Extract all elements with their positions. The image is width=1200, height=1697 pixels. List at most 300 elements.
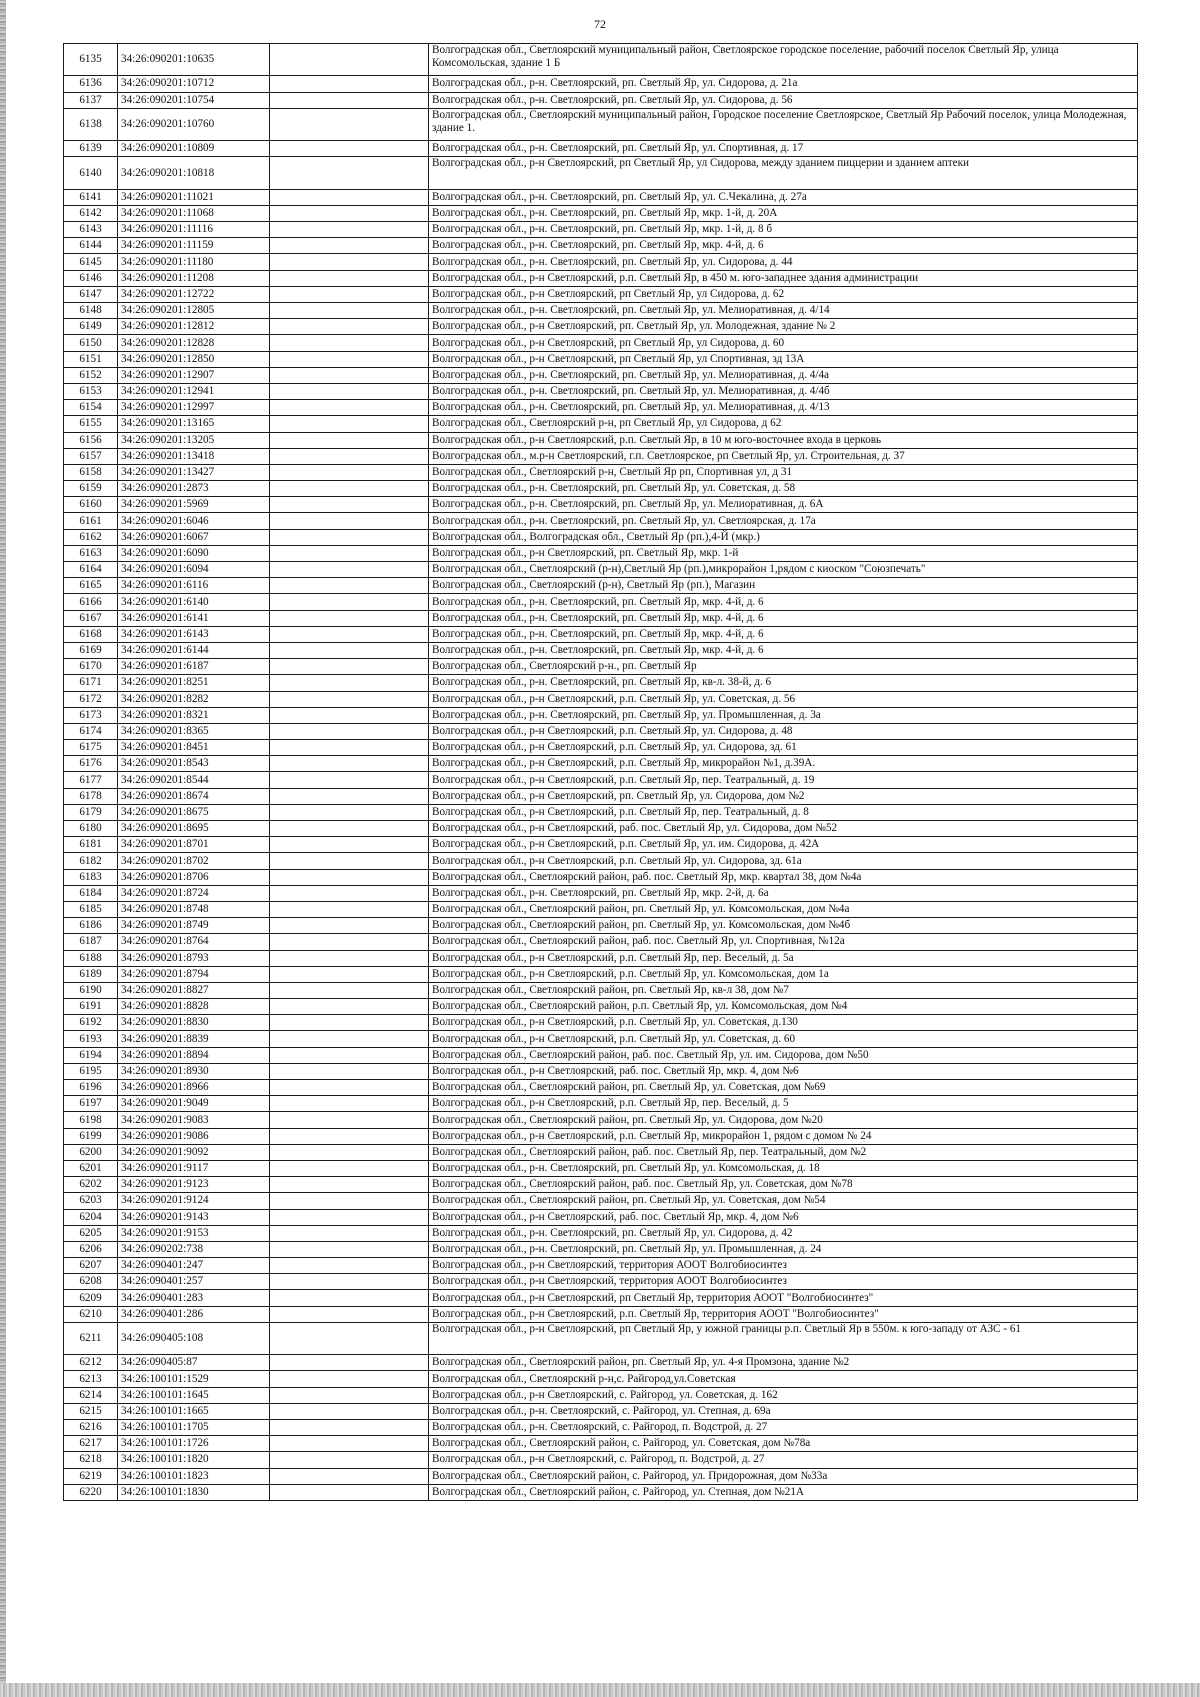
row-number-cell: 6163 — [64, 545, 118, 561]
empty-cell — [270, 578, 429, 594]
table-row — [64, 756, 1138, 772]
cadastral-number-cell: 34:26:090201:9153 — [118, 1225, 270, 1241]
row-number-cell: 6194 — [64, 1047, 118, 1063]
cadastral-number-cell: 34:26:090201:11021 — [118, 189, 270, 205]
address-cell: Волгоградская обл., р-н Светлоярский, р.п. Светлый Яр, в 10 м юго-восточнее входа в церковь — [429, 432, 1138, 448]
cadastral-number-cell: 34:26:090201:8675 — [118, 804, 270, 820]
table-row — [64, 788, 1138, 804]
row-number-cell: 6157 — [64, 448, 118, 464]
table-row — [64, 497, 1138, 513]
row-number-cell: 6180 — [64, 821, 118, 837]
row-number-cell: 6160 — [64, 497, 118, 513]
empty-cell — [270, 999, 429, 1015]
table-row — [64, 1290, 1138, 1306]
table-row — [64, 578, 1138, 594]
row-number-cell: 6161 — [64, 513, 118, 529]
empty-cell — [270, 982, 429, 998]
address-cell: Волгоградская обл., р-н. Светлоярский, рп. Светлый Яр, ул. Светлоярская, д. 17а — [429, 513, 1138, 529]
address-cell: Волгоградская обл., р-н. Светлоярский, рп. Светлый Яр, ул. Сидорова, д. 21а — [429, 76, 1138, 92]
empty-cell — [270, 1468, 429, 1484]
address-cell: Волгоградская обл., Светлоярский район, рп. Светлый Яр, ул. Сидорова, дом №20 — [429, 1112, 1138, 1128]
row-number-cell: 6156 — [64, 432, 118, 448]
empty-cell — [270, 869, 429, 885]
table-row — [64, 1484, 1138, 1500]
cadastral-number-cell: 34:26:090201:11116 — [118, 222, 270, 238]
address-cell: Волгоградская обл., р-н. Светлоярский, рп. Светлый Яр, ул. Мелиоративная, д. 6А — [429, 497, 1138, 513]
table-row — [64, 562, 1138, 578]
address-cell: Волгоградская обл., р-н. Светлоярский, рп. Светлый Яр, ул. Сидорова, д. 44 — [429, 254, 1138, 270]
page-number: 72 — [594, 17, 606, 31]
cadastral-number-cell: 34:26:090201:8894 — [118, 1047, 270, 1063]
row-number-cell: 6142 — [64, 205, 118, 221]
row-number-cell: 6205 — [64, 1225, 118, 1241]
table-row — [64, 205, 1138, 221]
table-row — [64, 1015, 1138, 1031]
address-cell: Волгоградская обл., р-н. Светлоярский, рп. Светлый Яр, мкр. 4-й, д. 6 — [429, 610, 1138, 626]
table-row — [64, 837, 1138, 853]
cadastral-number-cell: 34:26:090201:6067 — [118, 529, 270, 545]
cadastral-number-cell: 34:26:090201:6143 — [118, 626, 270, 642]
address-cell: Волгоградская обл., р-н Светлоярский, р.п. Светлый Яр, ул. им. Сидорова, д. 42А — [429, 837, 1138, 853]
table-row — [64, 416, 1138, 432]
table-row — [64, 108, 1138, 140]
row-number-cell: 6181 — [64, 837, 118, 853]
table-row — [64, 1112, 1138, 1128]
table-row — [64, 383, 1138, 399]
table-row — [64, 1047, 1138, 1063]
empty-cell — [270, 335, 429, 351]
empty-cell — [270, 610, 429, 626]
row-number-cell: 6199 — [64, 1128, 118, 1144]
row-number-cell: 6210 — [64, 1306, 118, 1322]
row-number-cell: 6209 — [64, 1290, 118, 1306]
row-number-cell: 6204 — [64, 1209, 118, 1225]
row-number-cell: 6207 — [64, 1258, 118, 1274]
address-cell: Волгоградская обл., р-н Светлоярский, с. Райгород, ул. Советская, д. 162 — [429, 1387, 1138, 1403]
table-row — [64, 691, 1138, 707]
address-cell: Волгоградская обл., р-н Светлоярский, р.п. Светлый Яр, микрорайон 1, рядом с домом № 24 — [429, 1128, 1138, 1144]
table-row — [64, 367, 1138, 383]
cadastral-number-cell: 34:26:090201:11159 — [118, 238, 270, 254]
cadastral-number-cell: 34:26:090201:6116 — [118, 578, 270, 594]
empty-cell — [270, 1177, 429, 1193]
row-number-cell: 6168 — [64, 626, 118, 642]
address-cell: Волгоградская обл., р-н Светлоярский, р.п. Светлый Яр, ул. Сидорова, зд. 61а — [429, 853, 1138, 869]
table-row — [64, 1193, 1138, 1209]
cadastral-number-cell: 34:26:090201:11180 — [118, 254, 270, 270]
address-cell: Волгоградская обл., Светлоярский район, рп. Светлый Яр, ул. Комсомольская, дом №4б — [429, 918, 1138, 934]
cadastral-number-cell: 34:26:090201:9124 — [118, 1193, 270, 1209]
address-cell: Волгоградская обл., р-н Светлоярский, р.п. Светлый Яр, ул. Сидорова, д. 48 — [429, 723, 1138, 739]
address-cell: Волгоградская обл., р-н. Светлоярский, рп. Светлый Яр, ул. Мелиоративная, д. 4/4а — [429, 367, 1138, 383]
address-cell: Волгоградская обл., р-н Светлоярский, территория АООТ Волгобиосинтез — [429, 1258, 1138, 1274]
empty-cell — [270, 254, 429, 270]
cadastral-number-cell: 34:26:100101:1705 — [118, 1420, 270, 1436]
address-cell: Волгоградская обл., Светлоярский район, с. Райгород, ул. Советская, дом №78а — [429, 1436, 1138, 1452]
row-number-cell: 6159 — [64, 481, 118, 497]
row-number-cell: 6215 — [64, 1403, 118, 1419]
row-number-cell: 6150 — [64, 335, 118, 351]
row-number-cell: 6167 — [64, 610, 118, 626]
row-number-cell: 6186 — [64, 918, 118, 934]
address-cell: Волгоградская обл., р-н Светлоярский, р.п. Светлый Яр, в 450 м. юго-западнее здания администрации — [429, 270, 1138, 286]
table-row — [64, 1387, 1138, 1403]
empty-cell — [270, 804, 429, 820]
address-cell: Волгоградская обл., р-н Светлоярский, р.п. Светлый Яр, ул. Советская, д.130 — [429, 1015, 1138, 1031]
table-row — [64, 740, 1138, 756]
row-number-cell: 6136 — [64, 76, 118, 92]
row-number-cell: 6211 — [64, 1322, 118, 1354]
row-number-cell: 6149 — [64, 319, 118, 335]
empty-cell — [270, 853, 429, 869]
row-number-cell: 6206 — [64, 1241, 118, 1257]
cadastral-number-cell: 34:26:090201:8764 — [118, 934, 270, 950]
table-row — [64, 270, 1138, 286]
empty-cell — [270, 723, 429, 739]
cadastral-number-cell: 34:26:090201:8674 — [118, 788, 270, 804]
row-number-cell: 6179 — [64, 804, 118, 820]
address-cell: Волгоградская обл., р-н Светлоярский, рп Светлый Яр, ул Сидорова, между зданием пиццерии и зданием аптеки — [429, 157, 1138, 189]
cadastral-number-cell: 34:26:090201:10760 — [118, 108, 270, 140]
empty-cell — [270, 934, 429, 950]
cadastral-number-cell: 34:26:090201:6094 — [118, 562, 270, 578]
table-row — [64, 432, 1138, 448]
table-row — [64, 400, 1138, 416]
cadastral-number-cell: 34:26:090201:8748 — [118, 901, 270, 917]
address-cell: Волгоградская обл., р-н Светлоярский, рп. Светлый Яр, ул. Сидорова, дом №2 — [429, 788, 1138, 804]
table-row — [64, 157, 1138, 189]
row-number-cell: 6217 — [64, 1436, 118, 1452]
address-cell: Волгоградская обл., Светлоярский район, с. Райгород, ул. Степная, дом №21А — [429, 1484, 1138, 1500]
row-number-cell: 6146 — [64, 270, 118, 286]
cadastral-number-cell: 34:26:090201:8251 — [118, 675, 270, 691]
address-cell: Волгоградская обл., р-н. Светлоярский, рп. Светлый Яр, ул. Мелиоративная, д. 4/13 — [429, 400, 1138, 416]
row-number-cell: 6197 — [64, 1096, 118, 1112]
empty-cell — [270, 626, 429, 642]
table-row — [64, 999, 1138, 1015]
address-cell: Волгоградская обл., Светлоярский район, раб. пос. Светлый Яр, мкр. квартал 38, дом №4а — [429, 869, 1138, 885]
empty-cell — [270, 901, 429, 917]
empty-cell — [270, 691, 429, 707]
table-row — [64, 966, 1138, 982]
cadastral-number-cell: 34:26:090201:8365 — [118, 723, 270, 739]
address-cell: Волгоградская обл., р-н Светлоярский, р.п. Светлый Яр, пер. Театральный, д. 19 — [429, 772, 1138, 788]
address-cell: Волгоградская обл., Светлоярский муниципальный район, Городское поселение Светлоярское, Светлый Яр Рабочий поселок, улица Молодежная, здание 1. — [429, 108, 1138, 140]
address-cell: Волгоградская обл., Светлоярский р-н, Светлый Яр рп, Спортивная ул, д 31 — [429, 464, 1138, 480]
table-row — [64, 1209, 1138, 1225]
cadastral-number-cell: 34:26:090405:87 — [118, 1355, 270, 1371]
row-number-cell: 6173 — [64, 707, 118, 723]
address-cell: Волгоградская обл., м.р-н Светлоярский, г.п. Светлоярское, рп Светлый Яр, ул. Строительная, д. 37 — [429, 448, 1138, 464]
row-number-cell: 6141 — [64, 189, 118, 205]
table-row — [64, 335, 1138, 351]
row-number-cell: 6152 — [64, 367, 118, 383]
empty-cell — [270, 950, 429, 966]
address-cell: Волгоградская обл., р-н. Светлоярский, рп. Светлый Яр, ул. Мелиоративная, д. 4/4б — [429, 383, 1138, 399]
row-number-cell: 6191 — [64, 999, 118, 1015]
row-number-cell: 6198 — [64, 1112, 118, 1128]
address-cell: Волгоградская обл., Светлоярский район, с. Райгород, ул. Придорожная, дом №33а — [429, 1468, 1138, 1484]
empty-cell — [270, 821, 429, 837]
cadastral-number-cell: 34:26:090201:13165 — [118, 416, 270, 432]
table-row — [64, 626, 1138, 642]
row-number-cell: 6200 — [64, 1144, 118, 1160]
cadastral-number-cell: 34:26:090201:11208 — [118, 270, 270, 286]
cadastral-number-cell: 34:26:090201:8695 — [118, 821, 270, 837]
cadastral-number-cell: 34:26:100101:1529 — [118, 1371, 270, 1387]
empty-cell — [270, 642, 429, 658]
row-number-cell: 6135 — [64, 44, 118, 76]
cadastral-number-cell: 34:26:090201:5969 — [118, 497, 270, 513]
empty-cell — [270, 707, 429, 723]
cadastral-number-cell: 34:26:090201:12828 — [118, 335, 270, 351]
row-number-cell: 6187 — [64, 934, 118, 950]
row-number-cell: 6189 — [64, 966, 118, 982]
table-row — [64, 804, 1138, 820]
row-number-cell: 6144 — [64, 238, 118, 254]
row-number-cell: 6138 — [64, 108, 118, 140]
address-cell: Волгоградская обл., р-н Светлоярский, р.п. Светлый Яр, пер. Веселый, д. 5а — [429, 950, 1138, 966]
cadastral-number-cell: 34:26:090201:12812 — [118, 319, 270, 335]
row-number-cell: 6182 — [64, 853, 118, 869]
table-row — [64, 1322, 1138, 1354]
table-row — [64, 723, 1138, 739]
row-number-cell: 6175 — [64, 740, 118, 756]
empty-cell — [270, 756, 429, 772]
address-cell: Волгоградская обл., Светлоярский район, рп. Светлый Яр, ул. Комсомольская, дом №4а — [429, 901, 1138, 917]
cadastral-number-cell: 34:26:090201:8828 — [118, 999, 270, 1015]
row-number-cell: 6151 — [64, 351, 118, 367]
empty-cell — [270, 1355, 429, 1371]
table-row — [64, 772, 1138, 788]
table-row — [64, 286, 1138, 302]
cadastral-number-cell: 34:26:090201:11068 — [118, 205, 270, 221]
table-row — [64, 1241, 1138, 1257]
row-number-cell: 6183 — [64, 869, 118, 885]
table-row — [64, 1177, 1138, 1193]
table-row — [64, 1371, 1138, 1387]
row-number-cell: 6195 — [64, 1063, 118, 1079]
empty-cell — [270, 545, 429, 561]
cadastral-number-cell: 34:26:090201:8830 — [118, 1015, 270, 1031]
row-number-cell: 6177 — [64, 772, 118, 788]
empty-cell — [270, 141, 429, 157]
row-number-cell: 6208 — [64, 1274, 118, 1290]
table-row — [64, 707, 1138, 723]
cadastral-number-cell: 34:26:090201:8282 — [118, 691, 270, 707]
table-row — [64, 1160, 1138, 1176]
cadastral-number-cell: 34:26:090201:8930 — [118, 1063, 270, 1079]
table-row — [64, 642, 1138, 658]
cadastral-number-cell: 34:26:090201:10818 — [118, 157, 270, 189]
empty-cell — [270, 1387, 429, 1403]
table-row — [64, 950, 1138, 966]
row-number-cell: 6143 — [64, 222, 118, 238]
empty-cell — [270, 1096, 429, 1112]
empty-cell — [270, 1420, 429, 1436]
cadastral-number-cell: 34:26:090201:6141 — [118, 610, 270, 626]
table-row — [64, 1031, 1138, 1047]
cadastral-number-cell: 34:26:090201:8793 — [118, 950, 270, 966]
empty-cell — [270, 76, 429, 92]
cadastral-number-cell: 34:26:100101:1726 — [118, 1436, 270, 1452]
address-cell: Волгоградская обл., р-н Светлоярский, р.п. Светлый Яр, территория АООТ "Волгобиосинтез" — [429, 1306, 1138, 1322]
address-cell: Волгоградская обл., р-н. Светлоярский, рп. Светлый Яр, мкр. 1-й, д. 20А — [429, 205, 1138, 221]
cadastral-number-cell: 34:26:090202:738 — [118, 1241, 270, 1257]
empty-cell — [270, 1274, 429, 1290]
empty-cell — [270, 1031, 429, 1047]
row-number-cell: 6190 — [64, 982, 118, 998]
row-number-cell: 6170 — [64, 659, 118, 675]
empty-cell — [270, 529, 429, 545]
table-row — [64, 351, 1138, 367]
table-row — [64, 1144, 1138, 1160]
row-number-cell: 6218 — [64, 1452, 118, 1468]
address-cell: Волгоградская обл., р-н Светлоярский, рп Светлый Яр, у южной границы р.п. Светлый Яр в 550м. к юго-западу от АЗС - 61 — [429, 1322, 1138, 1354]
table-row — [64, 918, 1138, 934]
row-number-cell: 6193 — [64, 1031, 118, 1047]
empty-cell — [270, 1322, 429, 1354]
empty-cell — [270, 1452, 429, 1468]
empty-cell — [270, 1047, 429, 1063]
address-cell: Волгоградская обл., Светлоярский р-н,с. Райгород,ул.Советская — [429, 1371, 1138, 1387]
row-number-cell: 6171 — [64, 675, 118, 691]
row-number-cell: 6174 — [64, 723, 118, 739]
address-cell: Волгоградская обл., р-н. Светлоярский, рп. Светлый Яр, мкр. 4-й, д. 6 — [429, 238, 1138, 254]
address-cell: Волгоградская обл., р-н Светлоярский, с. Райгород, п. Водстрой, д. 27 — [429, 1452, 1138, 1468]
table-row — [64, 513, 1138, 529]
cadastral-number-cell: 34:26:090201:8544 — [118, 772, 270, 788]
address-cell: Волгоградская обл., р-н Светлоярский, р.п. Светлый Яр, ул. Комсомольская, дом 1а — [429, 966, 1138, 982]
address-cell: Волгоградская обл., р-н. Светлоярский, рп. Светлый Яр, мкр. 4-й, д. 6 — [429, 642, 1138, 658]
row-number-cell: 6158 — [64, 464, 118, 480]
address-cell: Волгоградская обл., р-н. Светлоярский, рп. Светлый Яр, ул. Промышленная, д. 24 — [429, 1241, 1138, 1257]
empty-cell — [270, 772, 429, 788]
cadastral-number-cell: 34:26:090201:12941 — [118, 383, 270, 399]
address-cell: Волгоградская обл., р-н. Светлоярский, рп. Светлый Яр, ул. Советская, д. 58 — [429, 481, 1138, 497]
row-number-cell: 6188 — [64, 950, 118, 966]
empty-cell — [270, 400, 429, 416]
empty-cell — [270, 432, 429, 448]
address-cell: Волгоградская обл., Волгоградская обл., Светлый Яр (рп.),4-Й (мкр.) — [429, 529, 1138, 545]
empty-cell — [270, 1290, 429, 1306]
table-row — [64, 982, 1138, 998]
empty-cell — [270, 740, 429, 756]
address-cell: Волгоградская обл., Светлоярский район, р.п. Светлый Яр, ул. Комсомольская, дом №4 — [429, 999, 1138, 1015]
cadastral-number-cell: 34:26:090201:13418 — [118, 448, 270, 464]
row-number-cell: 6155 — [64, 416, 118, 432]
address-cell: Волгоградская обл., р-н. Светлоярский, рп. Светлый Яр, ул. Сидорова, д. 56 — [429, 92, 1138, 108]
table-row — [64, 254, 1138, 270]
empty-cell — [270, 1080, 429, 1096]
empty-cell — [270, 1209, 429, 1225]
table-row — [64, 659, 1138, 675]
address-cell: Волгоградская обл., р-н Светлоярский, раб. пос. Светлый Яр, ул. Сидорова, дом №52 — [429, 821, 1138, 837]
row-number-cell: 6192 — [64, 1015, 118, 1031]
empty-cell — [270, 1063, 429, 1079]
table-row — [64, 853, 1138, 869]
row-number-cell: 6164 — [64, 562, 118, 578]
cadastral-number-cell: 34:26:090201:13427 — [118, 464, 270, 480]
row-number-cell: 6165 — [64, 578, 118, 594]
row-number-cell: 6169 — [64, 642, 118, 658]
cadastral-number-cell: 34:26:090201:8702 — [118, 853, 270, 869]
empty-cell — [270, 286, 429, 302]
address-cell: Волгоградская обл., р-н. Светлоярский, рп. Светлый Яр, ул. С.Чекалина, д. 27а — [429, 189, 1138, 205]
row-number-cell: 6220 — [64, 1484, 118, 1500]
cadastral-number-cell: 34:26:090201:8966 — [118, 1080, 270, 1096]
cadastral-number-cell: 34:26:090401:257 — [118, 1274, 270, 1290]
empty-cell — [270, 1241, 429, 1257]
address-cell: Волгоградская обл., р-н Светлоярский, раб. пос. Светлый Яр, мкр. 4, дом №6 — [429, 1209, 1138, 1225]
cadastral-number-cell: 34:26:090405:108 — [118, 1322, 270, 1354]
cadastral-number-cell: 34:26:090201:9049 — [118, 1096, 270, 1112]
empty-cell — [270, 351, 429, 367]
address-cell: Волгоградская обл., р-н. Светлоярский, рп. Светлый Яр, мкр. 4-й, д. 6 — [429, 626, 1138, 642]
empty-cell — [270, 92, 429, 108]
cadastral-number-cell: 34:26:090201:6090 — [118, 545, 270, 561]
empty-cell — [270, 1306, 429, 1322]
empty-cell — [270, 513, 429, 529]
empty-cell — [270, 1403, 429, 1419]
table-row — [64, 319, 1138, 335]
address-cell: Волгоградская обл., р-н Светлоярский, рп Светлый Яр, ул Спортивная, зд 13А — [429, 351, 1138, 367]
empty-cell — [270, 885, 429, 901]
empty-cell — [270, 497, 429, 513]
address-cell: Волгоградская обл., р-н. Светлоярский, рп. Светлый Яр, мкр. 4-й, д. 6 — [429, 594, 1138, 610]
cadastral-number-cell: 34:26:090201:6144 — [118, 642, 270, 658]
registry-table-container — [63, 43, 1137, 1501]
row-number-cell: 6196 — [64, 1080, 118, 1096]
empty-cell — [270, 675, 429, 691]
cadastral-number-cell: 34:26:090401:283 — [118, 1290, 270, 1306]
cadastral-number-cell: 34:26:090201:10809 — [118, 141, 270, 157]
empty-cell — [270, 1128, 429, 1144]
empty-cell — [270, 319, 429, 335]
address-cell: Волгоградская обл., р-н Светлоярский, р.п. Светлый Яр, пер. Театральный, д. 8 — [429, 804, 1138, 820]
table-row — [64, 1258, 1138, 1274]
cadastral-number-cell: 34:26:090201:9117 — [118, 1160, 270, 1176]
empty-cell — [270, 1484, 429, 1500]
cadastral-number-cell: 34:26:100101:1645 — [118, 1387, 270, 1403]
address-cell: Волгоградская обл., р-н Светлоярский, р.п. Светлый Яр, пер. Веселый, д. 5 — [429, 1096, 1138, 1112]
table-row — [64, 885, 1138, 901]
cadastral-number-cell: 34:26:090201:12997 — [118, 400, 270, 416]
empty-cell — [270, 1225, 429, 1241]
row-number-cell: 6154 — [64, 400, 118, 416]
empty-cell — [270, 108, 429, 140]
table-row — [64, 189, 1138, 205]
address-cell: Волгоградская обл., р-н Светлоярский, рп Светлый Яр, ул Сидорова, д. 60 — [429, 335, 1138, 351]
address-cell: Волгоградская обл., Светлоярский муниципальный район, Светлоярское городское поселение, рабочий поселок Светлый Яр, улица Комсомольская, здание 1 Б — [429, 44, 1138, 76]
row-number-cell: 6147 — [64, 286, 118, 302]
table-row — [64, 901, 1138, 917]
row-number-cell: 6202 — [64, 1177, 118, 1193]
address-cell: Волгоградская обл., р-н. Светлоярский, рп. Светлый Яр, кв-л. 38-й, д. 6 — [429, 675, 1138, 691]
row-number-cell: 6213 — [64, 1371, 118, 1387]
empty-cell — [270, 1015, 429, 1031]
cadastral-number-cell: 34:26:090201:9143 — [118, 1209, 270, 1225]
address-cell: Волгоградская обл., Светлоярский район, рп. Светлый Яр, ул. 4-я Промзона, здание №2 — [429, 1355, 1138, 1371]
table-row — [64, 1080, 1138, 1096]
table-row — [64, 821, 1138, 837]
address-cell: Волгоградская обл., р-н. Светлоярский, рп. Светлый Яр, мкр. 1-й, д. 8 б — [429, 222, 1138, 238]
row-number-cell: 6145 — [64, 254, 118, 270]
table-row — [64, 1063, 1138, 1079]
empty-cell — [270, 562, 429, 578]
scan-bottom-edge — [0, 1683, 1200, 1697]
address-cell: Волгоградская обл., р-н Светлоярский, рп Светлый Яр, территория АООТ "Волгобиосинтез" — [429, 1290, 1138, 1306]
